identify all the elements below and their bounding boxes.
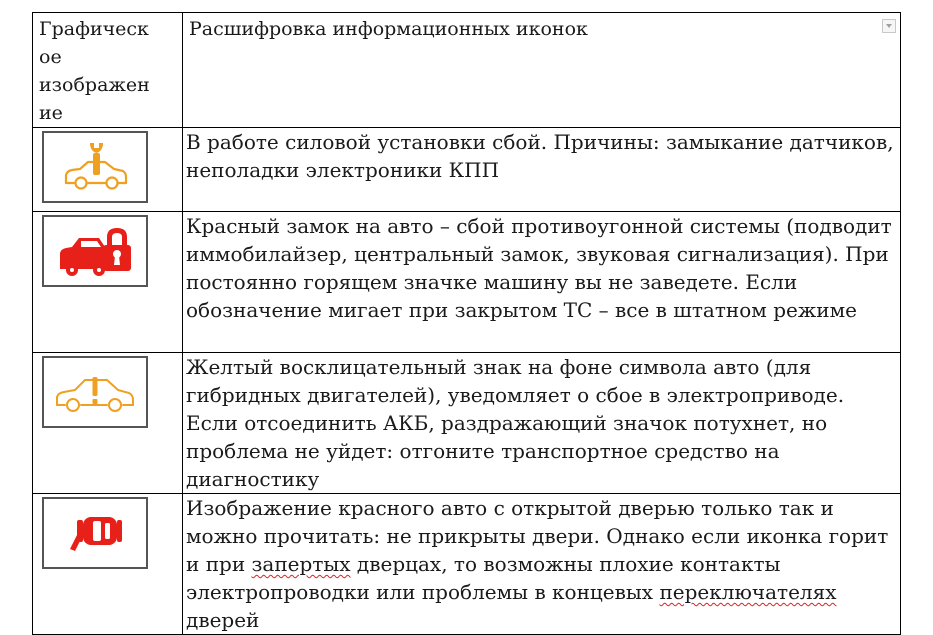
description-cell — [183, 494, 901, 635]
icons-table — [32, 12, 901, 635]
car-exclamation-icon — [42, 356, 148, 428]
table-row — [33, 128, 901, 212]
car-door-open-icon — [42, 497, 148, 569]
header-graphic-label: Графическ ое изображен ие — [39, 18, 150, 124]
spellcheck-word[interactable]: переключателях — [659, 580, 837, 604]
table-row — [33, 353, 901, 494]
car-wrench-icon — [42, 131, 148, 203]
description-cell: В работе силовой установки сбой. Причины: замыкание датчиков, неполадки электроники КПП — [183, 128, 901, 212]
icon-cell — [33, 212, 183, 353]
header-cell-graphic — [33, 13, 183, 128]
description-cell: Желтый восклицательный знак на фоне символа авто (для гибридных двигателей), уведомляет о сбое в электроприводе. Если отсоединить АКБ, раздражающий значок потухнет, но проблема не уйдет: отгоните транспортное средство на диагностику — [183, 353, 901, 494]
header-description-label: Расшифровка информационных иконок — [189, 18, 588, 40]
text-segment: Изображение красного авто с открытой дверью только так и можно прочитать: не прикрыты двери. Однако если иконка горит и при — [186, 496, 889, 576]
text-segment: дверцах, то возможны плохие контакты электропроводки или проблемы в концевых — [186, 552, 781, 604]
header-cell-description — [183, 13, 901, 128]
text-segment: дверей — [186, 608, 260, 632]
chevron-down-icon[interactable] — [882, 19, 896, 33]
spellcheck-word[interactable]: запертых — [251, 552, 351, 576]
table-header-row — [33, 13, 901, 128]
table-row — [33, 212, 901, 353]
icon-cell — [33, 494, 183, 635]
icon-cell — [33, 128, 183, 212]
description-cell: Красный замок на авто – сбой противоугонной системы (подводит иммобилайзер, центральный замок, звуковая сигнализация). При постоянно горящем значке машину вы не заведете. Если обозначение мигает при закрытом ТС – все в штатном режиме — [183, 212, 901, 353]
icon-cell — [33, 353, 183, 494]
table-row — [33, 494, 901, 635]
car-lock-icon — [42, 215, 148, 287]
